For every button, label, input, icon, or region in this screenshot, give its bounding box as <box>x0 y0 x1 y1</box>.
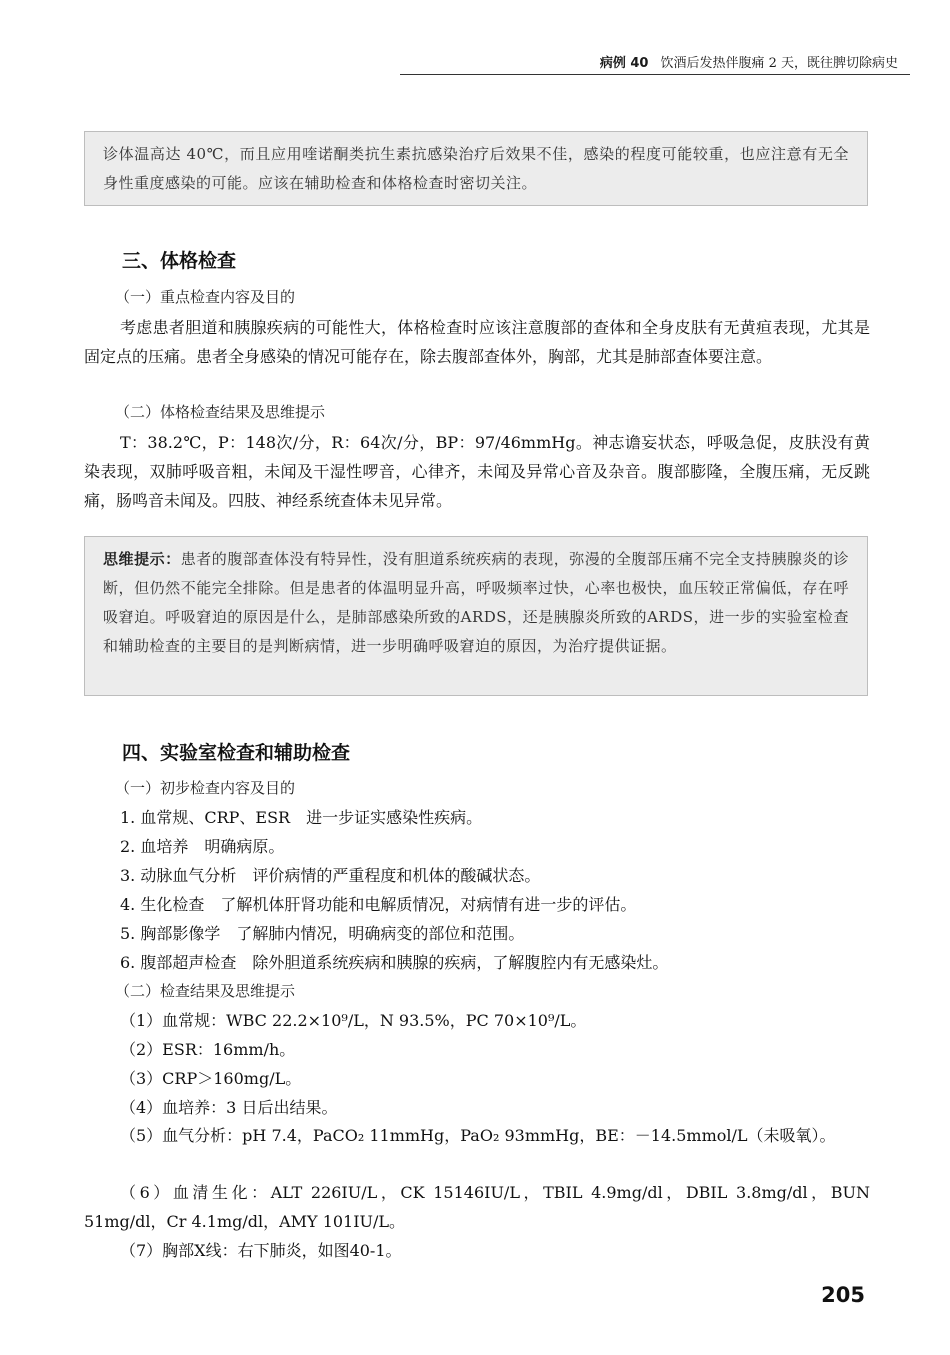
hint-box-continued <box>84 131 868 206</box>
thinking-hint-box <box>84 536 868 696</box>
result-item: （7）胸部X线：右下肺炎，如图40-1。 <box>120 1241 402 1260</box>
result-item: （4）血培养：3 日后出结果。 <box>120 1098 338 1117</box>
subheading-initial-tests: （一）初步检查内容及目的 <box>115 779 296 797</box>
thinking-hint-text: 患者的腹部查体没有特异性，没有胆道系统疾病的表现，弥漫的全腹部压痛不完全支持胰腺炎的诊断，但仍然不能完全排除。但是患者的体温明显升高，呼吸频率过快，心率也极快，血压较正常偏低，存在呼吸窘迫。呼吸窘迫的原因是什么，是肺部感染所致的ARDS，还是胰腺炎所致的ARDS，进一步的实验室检查和辅助检查的主要目的是判断病情，进一步明确呼吸窘迫的原因，为治疗提供证据。 <box>103 550 849 655</box>
page-number: 205 <box>821 1283 865 1307</box>
list-item: 5. 胸部影像学 了解肺内情况，明确病变的部位和范围。 <box>120 924 525 943</box>
paragraph-exam-focus: 考虑患者胆道和胰腺疾病的可能性大，体格检查时应该注意腹部的查体和全身皮肤有无黄疸表现，尤其是固定点的压痛。患者全身感染的情况可能存在，除去腹部查体外，胸部，尤其是肺部查体要注意。 <box>84 318 870 366</box>
list-item: 2. 血培养 明确病原。 <box>120 837 285 856</box>
thinking-hint-label: 思维提示： <box>103 550 181 568</box>
paragraph-exam-results: T：38.2℃，P：148次/分，R：64次/分，BP：97/46mmHg。神志谵妄状态，呼吸急促，皮肤没有黄染表现，双肺呼吸音粗，未闻及干湿性啰音，心律齐，未闻及异常心音及杂音。腹部膨隆，全腹压痛，无反跳痛，肠鸣音未闻及。四肢、神经系统查体未见异常。 <box>84 433 870 510</box>
result-item: （5）血气分析：pH 7.4，PaCO₂ 11mmHg，PaO₂ 93mmHg，BE：－14.5mmol/L（未吸氧）。 <box>120 1126 836 1145</box>
header-case-title: 饮酒后发热伴腹痛 2 天，既往脾切除病史 <box>660 55 898 71</box>
list-item: 6. 腹部超声检查 除外胆道系统疾病和胰腺的疾病，了解腹腔内有无感染灶。 <box>120 953 669 972</box>
list-item: 4. 生化检查 了解机体肝肾功能和电解质情况，对病情有进一步的评估。 <box>120 895 637 914</box>
list-item: 1. 血常规、CRP、ESR 进一步证实感染性疾病。 <box>120 808 483 827</box>
running-header <box>400 48 910 75</box>
result-item: （6）血清生化：ALT 226IU/L，CK 15146IU/L，TBIL 4.9mg/dl，DBIL 3.8mg/dl，BUN 51mg/dl，Cr 4.1mg/dl，AMY 101IU/L。 <box>84 1183 870 1231</box>
header-case-number: 病例 40 <box>599 55 649 71</box>
result-item: （3）CRP＞160mg/L。 <box>120 1069 302 1088</box>
list-item: 3. 动脉血气分析 评价病情的严重程度和机体的酸碱状态。 <box>120 866 541 885</box>
section-heading-lab-tests: 四、实验室检查和辅助检查 <box>122 742 351 764</box>
subheading-test-results: （二）检查结果及思维提示 <box>115 982 296 1000</box>
hint-box-text: 诊体温高达 40℃，而且应用喹诺酮类抗生素抗感染治疗后效果不佳，感染的程度可能较重，也应注意有无全身性重度感染的可能。应该在辅助检查和体格检查时密切关注。 <box>103 145 849 192</box>
result-item: （2）ESR：16mm/h。 <box>120 1040 296 1059</box>
section-heading-physical-exam: 三、体格检查 <box>122 250 237 272</box>
subheading-exam-focus: （一）重点检查内容及目的 <box>115 288 296 306</box>
result-item: （1）血常规：WBC 22.2×10⁹/L，N 93.5%，PC 70×10⁹/L。 <box>120 1011 587 1030</box>
subheading-exam-results: （二）体格检查结果及思维提示 <box>115 403 326 421</box>
